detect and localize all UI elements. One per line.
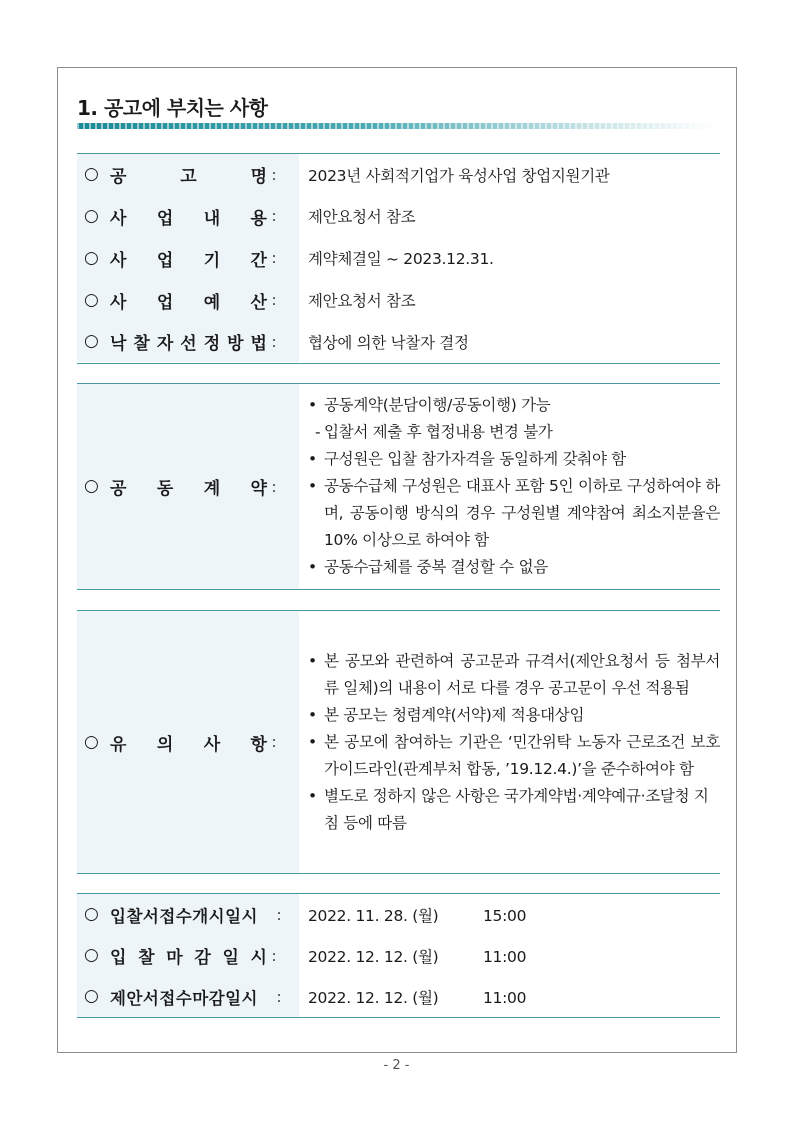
selection-method-value: 협상에 의한 낙찰자 결정	[308, 333, 469, 352]
date-value: 2022. 12. 12. (월)	[308, 947, 439, 966]
label-cell	[77, 154, 299, 195]
label-bid-deadline	[110, 943, 267, 968]
notes-table	[77, 610, 720, 874]
joint-contract-row	[77, 384, 720, 589]
label-char: 용	[250, 208, 267, 229]
label-char: 정	[203, 334, 221, 354]
circle-bullet: ○	[84, 476, 99, 496]
label-joint-contract	[110, 474, 267, 499]
circle-bullet: ○	[84, 205, 99, 226]
label-char: 항	[250, 734, 267, 755]
project-budget-value: 제안요청서 참조	[308, 292, 416, 310]
list-sub-item: - 입찰서 제출 후 협정내용 변경 불가	[308, 419, 720, 446]
schedule-row-bid-deadline	[77, 935, 720, 976]
label-char: 자	[156, 334, 174, 354]
overview-row-period	[77, 237, 720, 279]
label-cell	[77, 195, 299, 237]
overview-row-title	[77, 154, 720, 195]
overview-table	[77, 153, 720, 364]
label-cell	[77, 935, 299, 976]
project-content-value: 제안요청서 참조	[308, 208, 416, 226]
circle-bullet: ○	[84, 164, 99, 184]
label-cell	[77, 976, 299, 1017]
colon: :	[271, 332, 277, 351]
label-char: 찰	[133, 334, 150, 354]
label-char: 유	[110, 734, 127, 755]
list-item: • 공동수급체를 중복 결성할 수 없음	[308, 554, 720, 581]
label-char: 산	[250, 292, 267, 313]
notes-row	[77, 611, 720, 873]
circle-bullet: ○	[84, 247, 99, 268]
joint-contract-table	[77, 383, 720, 590]
label-cell	[77, 321, 299, 362]
label-char: 사	[203, 734, 221, 755]
schedule-row-bid-start	[77, 894, 720, 935]
colon: :	[271, 249, 277, 267]
label-selection-method	[110, 329, 267, 354]
label-bid-submission-start: 입찰서접수개시일시	[110, 906, 258, 926]
colon: :	[276, 905, 282, 924]
circle-bullet: ○	[84, 986, 99, 1006]
label-char: 기	[203, 250, 221, 271]
label-char: 시	[250, 948, 267, 968]
label-char: 내	[203, 208, 221, 229]
label-char: 고	[180, 167, 197, 187]
label-char: 공	[110, 479, 127, 499]
colon: :	[271, 165, 277, 184]
overview-row-content	[77, 195, 720, 237]
label-char: 계	[203, 479, 221, 499]
list-item: • 본 공모에 참여하는 기관은 ‘민간위탁 노동자 근로조건 보호 가이드라인(관계부처 합동, ’19.12.4.)’을 준수하여야 함	[308, 729, 720, 783]
label-announcement-name	[110, 162, 267, 187]
label-char: 입	[110, 948, 127, 968]
overview-row-selection	[77, 321, 720, 362]
label-char: 선	[180, 334, 197, 354]
label-project-period	[110, 246, 267, 271]
label-char: 마	[166, 948, 183, 968]
colon: :	[271, 207, 277, 225]
label-char: 일	[222, 948, 239, 968]
overview-row-budget	[77, 279, 720, 321]
label-char: 업	[156, 208, 174, 229]
list-item: • 공동계약(분담이행/공동이행) 가능	[308, 392, 720, 419]
project-period-value: 계약체결일 ~ 2023.12.31.	[308, 250, 494, 268]
label-cell	[77, 384, 299, 589]
bid-deadline-datetime	[299, 945, 526, 967]
label-char: 동	[156, 479, 174, 499]
label-char: 감	[194, 948, 211, 968]
colon: :	[271, 477, 277, 496]
label-char: 명	[250, 167, 267, 187]
label-project-budget	[110, 288, 267, 313]
schedule-table	[77, 893, 720, 1018]
schedule-row-proposal-deadline	[77, 976, 720, 1017]
label-cell	[77, 611, 299, 873]
label-proposal-deadline: 제안서접수마감일시	[110, 988, 258, 1008]
list-item: • 본 공모와 관련하여 공고문과 규격서(제안요청서 등 첨부서류 일체)의 내용이 서로 다를 경우 공고문이 우선 적용됨	[308, 648, 720, 702]
label-char: 약	[250, 479, 267, 499]
label-char: 낙	[110, 334, 127, 354]
label-cell	[77, 279, 299, 321]
label-project-content	[110, 204, 267, 229]
label-char: 사	[110, 250, 127, 271]
label-char: 간	[250, 250, 267, 271]
label-char: 사	[110, 208, 127, 229]
colon: :	[271, 733, 277, 751]
label-char: 사	[110, 292, 127, 313]
circle-bullet: ○	[84, 331, 99, 351]
label-cell	[77, 894, 299, 935]
label-char: 찰	[138, 948, 155, 968]
circle-bullet: ○	[84, 904, 99, 924]
list-item: • 본 공모는 청렴계약(서약)제 적용대상임	[308, 702, 720, 729]
date-value: 2022. 12. 12. (월)	[308, 988, 439, 1007]
notes-list	[299, 648, 720, 837]
time-value: 15:00	[483, 906, 527, 925]
colon: :	[271, 291, 277, 309]
time-value: 11:00	[483, 988, 527, 1007]
heading-underline-bar	[77, 123, 717, 129]
label-char: 공	[110, 167, 127, 187]
section-heading: 1. 공고에 부치는 사항	[77, 96, 268, 120]
colon: :	[276, 987, 282, 1006]
date-value: 2022. 11. 28. (월)	[308, 906, 439, 925]
joint-contract-list	[299, 392, 720, 581]
page-number: - 2 -	[383, 1058, 410, 1073]
proposal-deadline-datetime	[299, 986, 526, 1008]
circle-bullet: ○	[84, 945, 99, 965]
list-item: • 공동수급체 구성원은 대표사 포함 5인 이하로 구성하여야 하며, 공동이행 방식의 경우 구성원별 계약참여 최소지분율은 10% 이상으로 하여야 함	[308, 473, 720, 554]
list-item: • 구성원은 입찰 참가자격을 동일하게 갖춰야 함	[308, 446, 720, 473]
bid-start-datetime	[299, 904, 526, 926]
label-char: 업	[156, 292, 174, 313]
label-char: 의	[156, 734, 174, 755]
label-char: 법	[250, 334, 267, 354]
colon: :	[271, 946, 277, 965]
label-char: 예	[203, 292, 221, 313]
time-value: 11:00	[483, 947, 527, 966]
label-cell	[77, 237, 299, 279]
label-notes	[110, 730, 267, 755]
label-char: 방	[227, 334, 244, 354]
label-char: 업	[156, 250, 174, 271]
circle-bullet: ○	[84, 731, 99, 752]
circle-bullet: ○	[84, 289, 99, 310]
list-item: • 별도로 정하지 않은 사항은 국가계약법·계약예규·조달청 지침 등에 따름	[308, 783, 720, 837]
announcement-name-value: 2023년 사회적기업가 육성사업 창업지원기관	[308, 166, 610, 185]
